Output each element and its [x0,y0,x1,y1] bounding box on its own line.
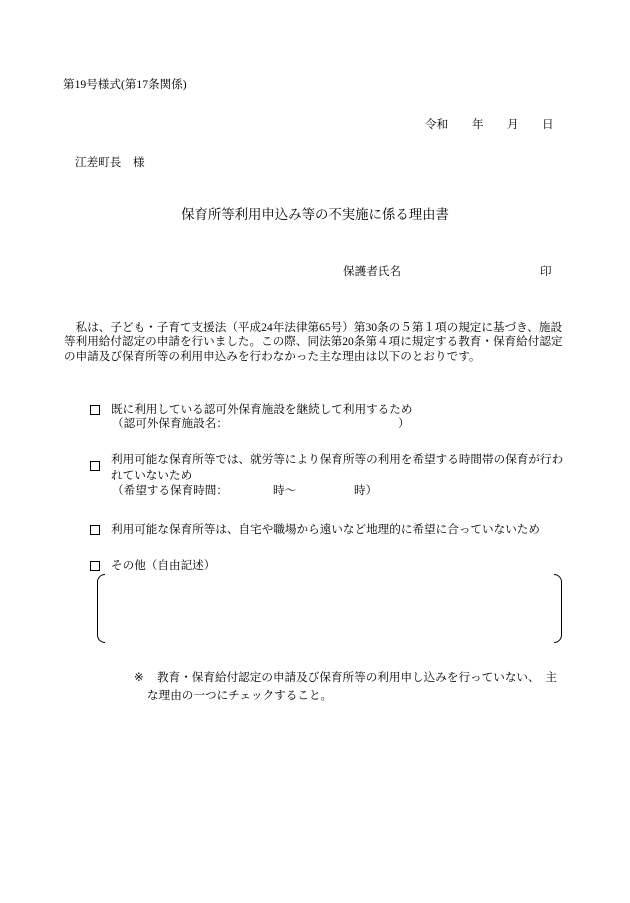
desired-hours-to: 時） [354,484,378,497]
empty-checkbox-icon [90,461,100,471]
empty-checkbox-icon [90,405,100,415]
desired-hours-label: （希望する保育時間： [112,484,228,497]
facility-name-label: （認可外保育施設名： [112,417,228,430]
statement-line: 等利用給付認定の申請を行いました。この際、同法第20条第４項に規定する教育・保育給付認定 [64,335,563,348]
guardian-name-label: 保護者氏名 [343,265,401,278]
statement-line: の申請及び保育所等の利用申込みを行わなかった主な理由は以下のとおりです。 [64,350,481,363]
reason-text: 既に利用している認可外保育施設を継続して利用するため [111,403,413,416]
note-mark: ※ [134,671,144,684]
month-label: 月 [507,118,519,131]
addressee: 江差町長 様 [75,156,145,169]
reason-text: 利用可能な保育所等では、就労等により保育所等の利用を希望する時間帯の保育が行わ [111,453,564,466]
reason-text: 利用可能な保育所等は、自宅や職場から遠いなど地理的に希望に合っていないため [111,523,540,536]
free-text-area [97,574,562,643]
empty-checkbox-icon [90,525,100,535]
right-bracket [554,574,562,643]
year-label: 年 [472,118,484,131]
note-line: な理由の一つにチェックすること。 [147,689,333,702]
left-bracket [97,574,105,643]
document-title: 保育所等利用申込み等の不実施に係る理由書 [181,207,449,222]
reason-text: れていないため [111,469,193,482]
day-label: 日 [542,118,554,131]
facility-name-close: ） [398,417,410,430]
empty-checkbox-icon [90,561,100,571]
era-label: 令和 [425,118,449,131]
form-number: 第19号様式(第17条関係) [63,78,187,91]
statement-line: 私は、子ども・子育て支援法（平成24年法律第65号）第30条の５第１項の規定に基づき、施設 [64,321,563,334]
reason-text: その他（自由記述） [111,559,216,572]
note-line: 教育・保育給付認定の申請及び保育所等の利用申し込みを行っていない、 主 [157,671,557,684]
desired-hours-from: 時～ [273,484,297,497]
seal-mark: 印 [540,265,552,278]
